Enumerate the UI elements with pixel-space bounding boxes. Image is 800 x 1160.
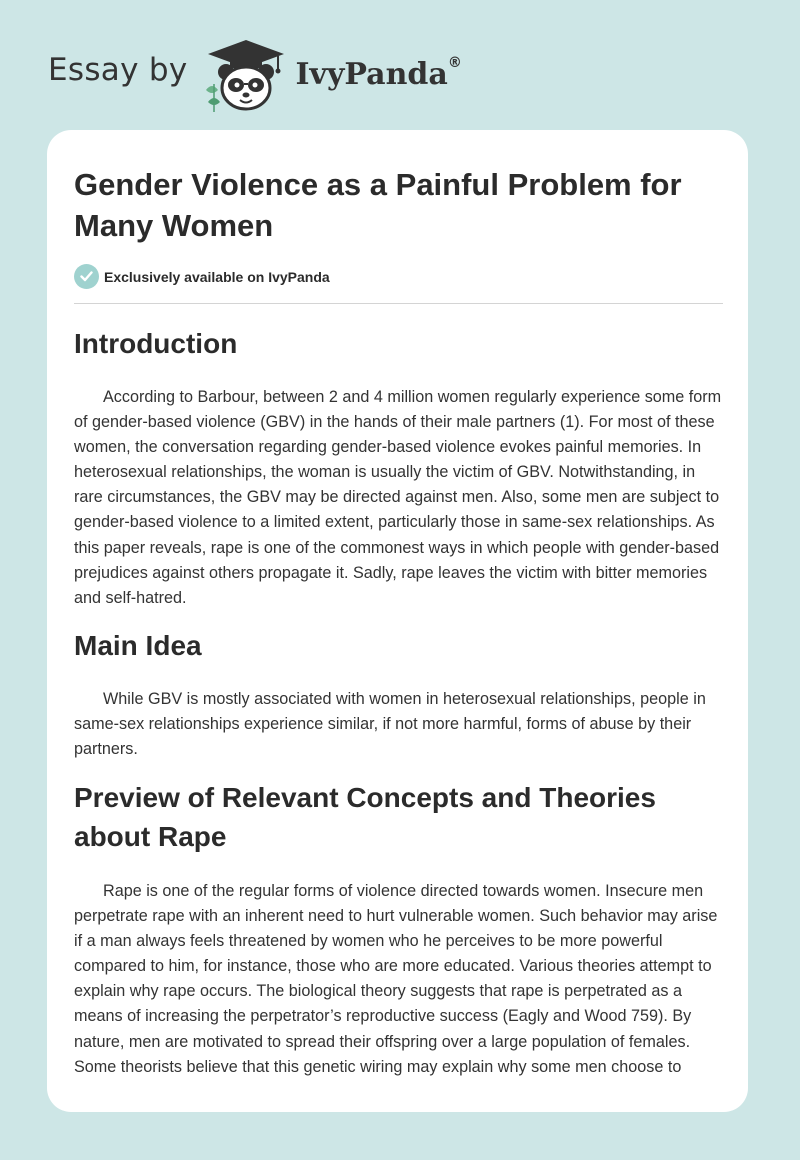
section-heading-main-idea: Main Idea: [74, 630, 202, 661]
registered-mark: ®: [447, 54, 462, 71]
section-paragraph-concepts: Rape is one of the regular forms of violence directed towards women. Insecure men perpetrate rape with an inherent need to hurt vulnerable women. Such behavior may arise if a man always feels threatened by women who he perceives to be more powerful compared to him, for instance, those who are more educated. Various theories attempt to explain why rape occurs. The biological theory suggests that rape is perpetrated as a means of increasing the perpetrator’s reproductive success (Eagly and Wood 759). By nature, men are motivated to spread their offspring over a large population of females. Some theorists believe that this genetic wiring may explain why some men choose to: [74, 882, 718, 1076]
section-heading-introduction: Introduction: [74, 328, 238, 359]
section-heading-concepts: Preview of Relevant Concepts and Theories about Rape: [74, 782, 656, 852]
essay-title: Gender Violence as a Painful Problem for Many Women: [74, 167, 682, 243]
divider: [74, 303, 723, 304]
ivypanda-logo-icon[interactable]: [200, 38, 292, 114]
brand-text: IvyPanda: [295, 56, 448, 92]
check-icon: [74, 264, 99, 289]
exclusive-badge: [74, 264, 330, 289]
brand-name[interactable]: [295, 54, 462, 92]
exclusive-text: Exclusively available on IvyPanda: [104, 268, 330, 285]
essay-card: [47, 130, 748, 1112]
section-paragraph-main-idea: While GBV is mostly associated with women in heterosexual relationships, people in same-sex relationships experience similar, if not more harmful, forms of abuse by their partners.: [74, 690, 706, 759]
section-paragraph-introduction: According to Barbour, between 2 and 4 million women regularly experience some form of gender-based violence (GBV) in the hands of their male partners (1). For most of these women, the conversation regarding gender-based violence evokes painful memories. In heterosexual relationships, the woman is usually the victim of GBV. Notwithstanding, in rare circumstances, the GBV may be directed against men. Also, some men are subject to gender-based violence to a limited extent, particularly those in same-sex relationships. As this paper reveals, rape is one of the commonest ways in which people with gender-based prejudices against others propagate it. Sadly, rape leaves the victim with bitter memories and self-hatred.: [74, 388, 722, 607]
essay-by-label: Essay by: [48, 52, 188, 88]
site-header: [48, 36, 462, 116]
